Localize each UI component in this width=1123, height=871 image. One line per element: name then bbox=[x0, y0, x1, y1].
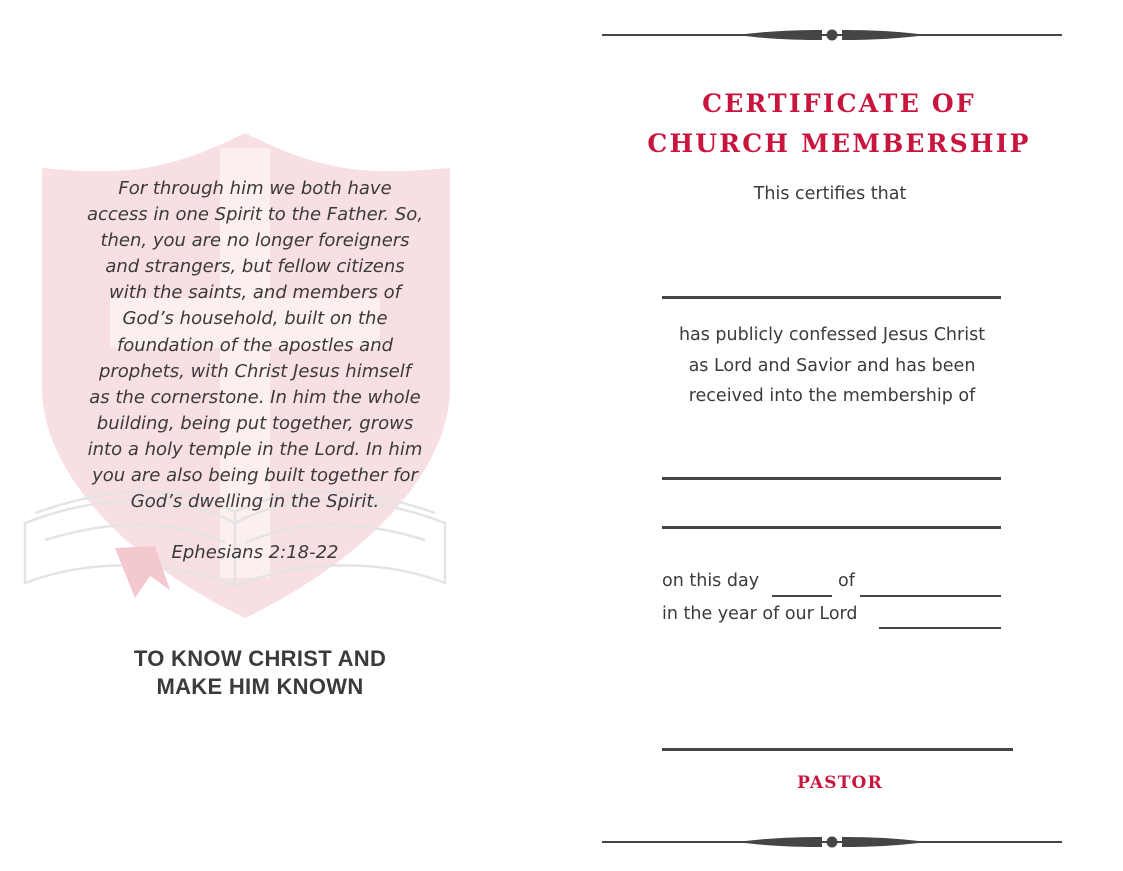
pastor-signature-line[interactable] bbox=[662, 748, 1013, 751]
certificate-title: CERTIFICATE OF CHURCH MEMBERSHIP bbox=[647, 89, 1031, 158]
day-blank[interactable] bbox=[772, 595, 832, 597]
day-prefix: on this day bbox=[662, 571, 760, 591]
bible-verse: For through him we both have access in one Spirit to the Father. So, then, you are no longer foreigners and strangers, but fellow citizens with the saints, and members of God’s household, built on the foundation of the apostles and prophets, with Christ Jesus himself as the cornerstone. In him the whole building, being put together, grows into a holy temple in the Lord. In him you are also being built together for God’s dwelling in the Spirit. bbox=[86, 178, 424, 513]
year-prefix: in the year of our Lord bbox=[662, 604, 858, 624]
year-blank[interactable] bbox=[879, 627, 1001, 629]
ornamental-divider-icon bbox=[602, 27, 1062, 43]
church-name-line[interactable] bbox=[662, 477, 1001, 480]
certifies-text: This certifies that bbox=[753, 184, 907, 204]
pastor-label: PASTOR bbox=[797, 773, 883, 793]
member-name-line[interactable] bbox=[662, 296, 1001, 299]
confession-text: has publicly confessed Jesus Christ as Lord and Savior and has been received into the membership of bbox=[678, 325, 986, 407]
ornamental-divider-icon bbox=[602, 834, 1062, 850]
church-motto: TO KNOW CHRIST AND MAKE HIM KNOWN bbox=[133, 646, 387, 699]
verse-reference: Ephesians 2:18-22 bbox=[171, 542, 339, 563]
year-row bbox=[662, 604, 1007, 634]
church-location-line[interactable] bbox=[662, 526, 1001, 529]
date-row bbox=[662, 571, 1007, 601]
month-blank[interactable] bbox=[860, 595, 1001, 597]
day-of-text: of bbox=[838, 571, 855, 591]
